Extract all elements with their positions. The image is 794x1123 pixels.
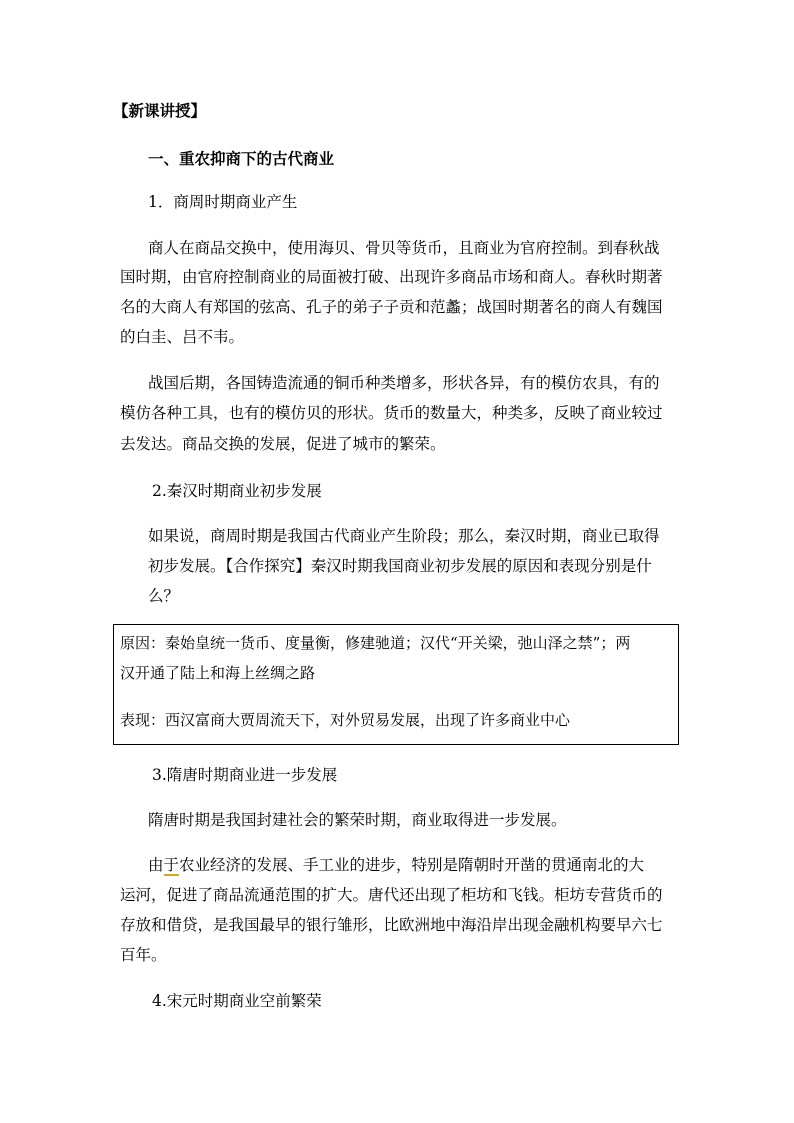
part3-para2-line: 存放和借贷，是我国最早的银行雏形，比欧洲地中海沿岸出现金融机构要早六七 (120, 916, 663, 934)
lesson-heading: 一、重农抑商下的古代商业 (148, 149, 335, 168)
part3-para2-line: 运河，促进了商品流通范围的扩大。唐代还出现了柜坊和飞钱。柜坊专营货币的 (120, 886, 663, 904)
part1-para1-line: 国时期，由官府控制商业的局面被打破、出现许多商品市场和商人。春秋时期著 (120, 268, 663, 286)
part3-para2-first-line (148, 855, 644, 875)
answer-performance: 表现：西汉富商大贾周流天下，对外贸易发展，出现了许多商业中心 (120, 711, 571, 729)
part3-title: 3.隋唐时期商业进一步发展 (152, 766, 338, 784)
part1-para2-line: 战国后期，各国铸造流通的铜币种类增多，形状各异，有的模仿农具，有的 (148, 374, 660, 392)
section-heading: 【新课讲授】 (113, 101, 207, 120)
text-run: 农业经济的发展、手工业的进步，特别是隋朝时开凿的贯通南北的大 (179, 856, 645, 874)
answer-reason-line: 原因：秦始皇统一货币、度量衡，修建驰道；汉代“开关梁，弛山泽之禁”；两 (120, 634, 631, 652)
text-run: 由 (148, 856, 164, 874)
part1-para2-line: 模仿各种工具，也有的模仿贝的形状。货币的数量大，种类多，反映了商业较过 (120, 404, 663, 422)
part1-para2-line: 去发达。商品交换的发展，促进了城市的繁荣。 (120, 435, 446, 453)
part1-para1-line: 商人在商品交换中，使用海贝、骨贝等货币，且商业为官府控制。到春秋战 (148, 239, 660, 257)
part1-para1-line: 的白圭、吕不韦。 (120, 328, 245, 346)
part2-para-line: 初步发展。【合作探究】秦汉时期我国商业初步发展的原因和表现分别是什 (148, 557, 652, 575)
part2-para-line: 么？ (148, 587, 180, 605)
part1-title: 1．商周时期商业产生 (148, 193, 298, 211)
part4-title: 4.宋元时期商业空前繁荣 (152, 992, 322, 1010)
part2-title: 2.秦汉时期商业初步发展 (152, 482, 322, 500)
part2-para-line: 如果说，商周时期是我国古代商业产生阶段；那么，秦汉时期，商业已取得 (148, 527, 660, 545)
part3-para1: 隋唐时期是我国封建社会的繁荣时期，商业取得进一步发展。 (148, 811, 567, 829)
answer-reason-line: 汉开通了陆上和海上丝绸之路 (120, 664, 316, 682)
highlighted-char: 于 (163, 856, 180, 874)
part3-para2-line: 百年。 (120, 946, 167, 964)
part1-para1-line: 名的大商人有郑国的弦高、孔子的弟子子贡和范蠡；战国时期著名的商人有魏国 (120, 298, 663, 316)
